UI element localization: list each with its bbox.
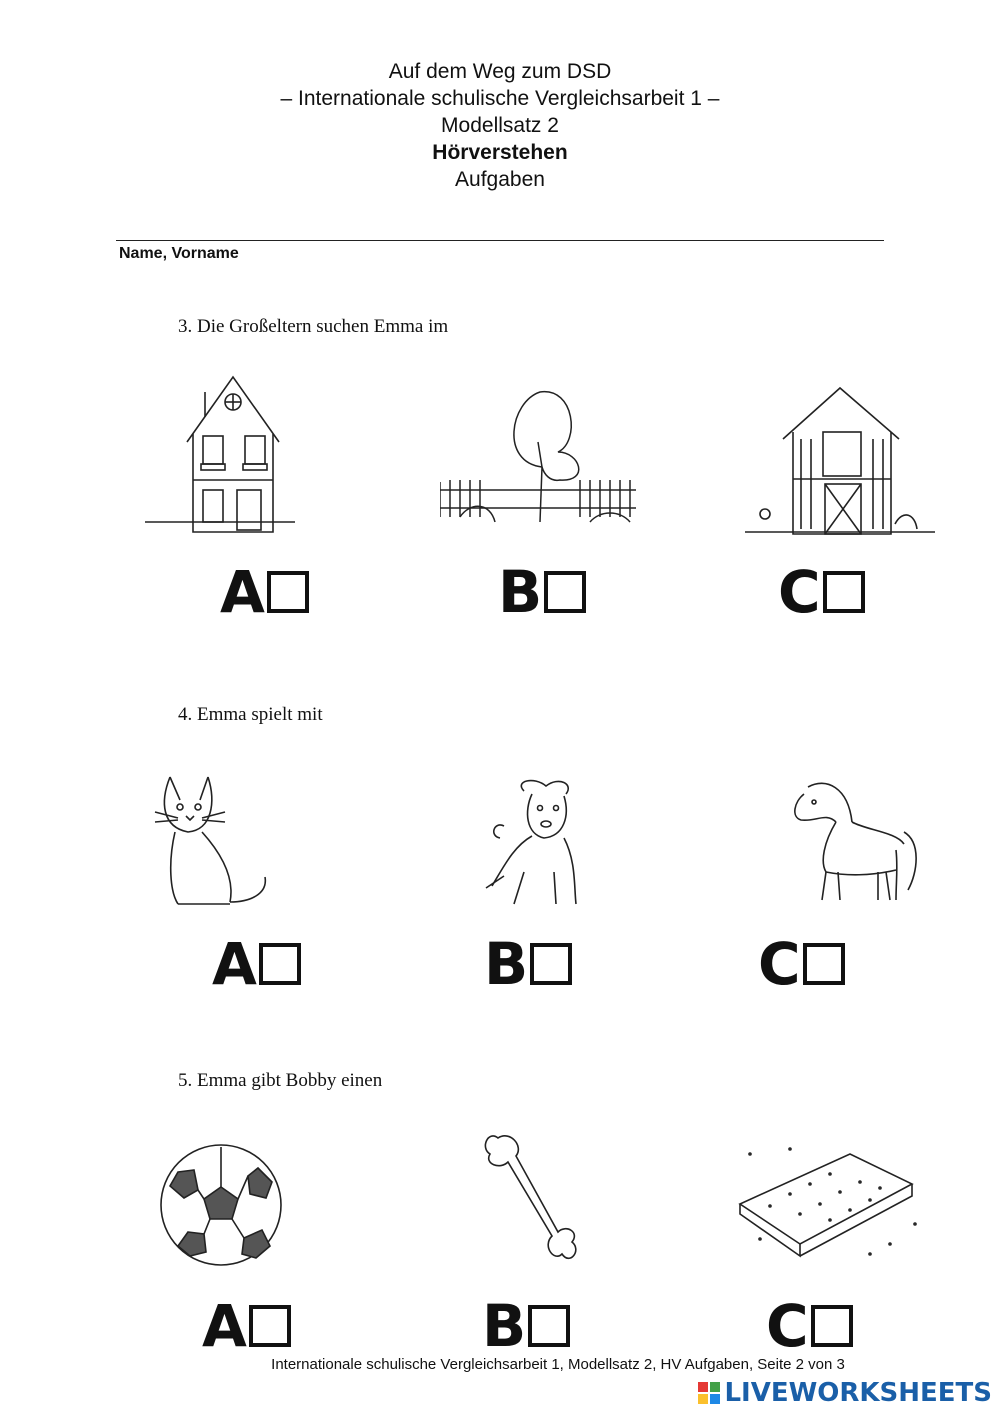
q4-option-a-label: A xyxy=(212,930,255,998)
question-4: 4. Emma spielt mit xyxy=(178,704,323,725)
name-line xyxy=(116,240,884,241)
question-3: 3. Die Großeltern suchen Emma im xyxy=(178,316,449,337)
biscuit-picture xyxy=(730,1144,920,1272)
header-title: Auf dem Weg zum DSD xyxy=(388,60,612,83)
q5-option-a xyxy=(202,1292,291,1360)
q5-option-c xyxy=(766,1292,853,1360)
q5-option-b-label: B xyxy=(482,1292,525,1360)
q4-option-a-checkbox[interactable] xyxy=(259,943,301,985)
q3-option-b xyxy=(498,558,586,626)
q5-option-a-label: A xyxy=(202,1292,245,1360)
q4-option-c-label: C xyxy=(758,930,799,998)
q5-option-b xyxy=(482,1292,570,1360)
bone-picture xyxy=(480,1128,580,1268)
header-model: Modellsatz 2 xyxy=(441,114,559,137)
liveworksheets-logo-icon xyxy=(698,1382,720,1404)
q4-option-b-label: B xyxy=(484,930,527,998)
q3-option-c-label: C xyxy=(778,558,819,626)
footer-text: Internationale schulische Vergleichsarbeit 1, Modellsatz 2, HV Aufgaben, Seite 2 von 3 xyxy=(271,1356,845,1373)
liveworksheets-brand[interactable] xyxy=(698,1378,992,1408)
cat-picture xyxy=(150,772,272,908)
q4-option-b xyxy=(484,930,572,998)
q5-option-b-checkbox[interactable] xyxy=(528,1305,570,1347)
q5-option-c-label: C xyxy=(766,1292,807,1360)
q4-option-b-checkbox[interactable] xyxy=(530,943,572,985)
q4-option-c xyxy=(758,930,845,998)
football-picture xyxy=(158,1142,284,1268)
question-5: 5. Emma gibt Bobby einen xyxy=(178,1070,383,1091)
q3-option-a xyxy=(220,558,309,626)
q3-option-a-checkbox[interactable] xyxy=(267,571,309,613)
house-picture xyxy=(145,372,295,542)
q5-option-a-checkbox[interactable] xyxy=(249,1305,291,1347)
brand-text: LIVEWORKSHEETS xyxy=(724,1378,992,1408)
barn-picture xyxy=(745,384,935,540)
q5-option-c-checkbox[interactable] xyxy=(811,1305,853,1347)
name-label: Name, Vorname xyxy=(119,245,239,262)
q4-option-a xyxy=(212,930,301,998)
q3-option-c xyxy=(778,558,865,626)
page-footer xyxy=(0,1356,1000,1373)
garden-picture xyxy=(440,382,636,532)
q4-option-c-checkbox[interactable] xyxy=(803,943,845,985)
header-section: Hörverstehen xyxy=(432,141,568,164)
document-header xyxy=(0,58,1000,193)
q3-option-c-checkbox[interactable] xyxy=(823,571,865,613)
dog-picture xyxy=(484,776,584,908)
header-subtitle: – Internationale schulische Vergleichsarbeit 1 – xyxy=(280,87,720,110)
q3-option-b-checkbox[interactable] xyxy=(544,571,586,613)
q3-option-a-label: A xyxy=(220,558,263,626)
q3-option-b-label: B xyxy=(498,558,541,626)
horse-picture xyxy=(786,772,922,908)
header-tasks: Aufgaben xyxy=(455,168,545,191)
